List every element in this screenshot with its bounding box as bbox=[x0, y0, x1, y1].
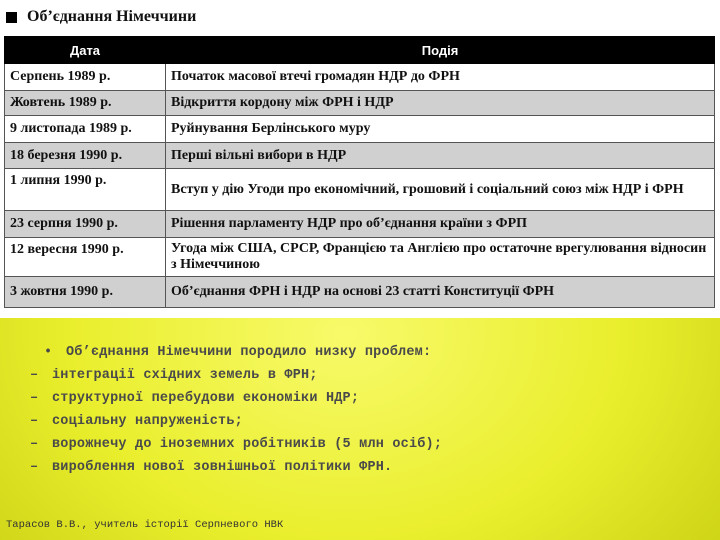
list-item-text: вироблення нової зовнішньої політики ФРН. bbox=[52, 460, 393, 475]
event-cell: Руйнування Берлінського муру bbox=[166, 116, 715, 143]
bullet-marker: • bbox=[44, 345, 53, 360]
date-cell: 3 жовтня 1990 р. bbox=[5, 277, 166, 308]
event-cell: Відкриття кордону між ФРН і НДР bbox=[166, 91, 715, 116]
date-cell: 9 листопада 1989 р. bbox=[5, 116, 166, 143]
problems-list bbox=[30, 341, 704, 479]
event-cell: Угода між США, СРСР, Францією та Англією про остаточне врегулювання відносин з Німеччиною bbox=[166, 238, 715, 277]
event-cell: Початок масової втечі громадян НДР до ФРН bbox=[166, 64, 715, 91]
dash-marker: – bbox=[30, 391, 39, 406]
table-row bbox=[5, 64, 715, 91]
table-row bbox=[5, 211, 715, 238]
date-column-header: Дата bbox=[5, 37, 166, 64]
list-item bbox=[30, 410, 704, 433]
list-item-text: ворожнечу до іноземних робітників (5 млн осіб); bbox=[52, 437, 443, 452]
table-row bbox=[5, 169, 715, 211]
dash-marker: – bbox=[30, 368, 39, 383]
list-item bbox=[30, 433, 704, 456]
dash-marker: – bbox=[30, 437, 39, 452]
events-table bbox=[4, 36, 715, 308]
dash-marker: – bbox=[30, 460, 39, 475]
date-cell: 18 березня 1990 р. bbox=[5, 143, 166, 169]
table-row bbox=[5, 277, 715, 308]
list-item-text: соціальну напруженість; bbox=[52, 414, 243, 429]
date-cell: 12 вересня 1990 р. bbox=[5, 238, 166, 277]
author-footer: Тарасов В.В., учитель історії Серпневого НВК bbox=[6, 519, 284, 531]
list-intro-text: Об’єднання Німеччини породило низку проблем: bbox=[66, 345, 432, 360]
list-item bbox=[30, 364, 704, 387]
date-cell: 1 липня 1990 р. bbox=[5, 169, 166, 211]
date-cell: 23 серпня 1990 р. bbox=[5, 211, 166, 238]
list-item bbox=[30, 387, 704, 410]
slide-title: Об’єднання Німеччини bbox=[27, 8, 197, 25]
list-item bbox=[30, 456, 704, 479]
table-row bbox=[5, 238, 715, 277]
list-item-text: інтеграції східних земель в ФРН; bbox=[52, 368, 318, 383]
table-row bbox=[5, 143, 715, 169]
list-intro bbox=[44, 341, 704, 364]
list-item-text: структурної перебудови економіки НДР; bbox=[52, 391, 360, 406]
event-cell: Об’єднання ФРН і НДР на основі 23 статті Конституції ФРН bbox=[166, 277, 715, 308]
event-cell: Перші вільні вибори в НДР bbox=[166, 143, 715, 169]
table-row bbox=[5, 116, 715, 143]
square-bullet-icon bbox=[6, 12, 17, 23]
date-cell: Жовтень 1989 р. bbox=[5, 91, 166, 116]
date-cell: Серпень 1989 р. bbox=[5, 64, 166, 91]
event-cell: Вступ у дію Угоди про економічний, грошовий і соціальний союз між НДР і ФРН bbox=[166, 169, 715, 211]
table-row bbox=[5, 91, 715, 116]
dash-marker: – bbox=[30, 414, 39, 429]
event-column-header: Подія bbox=[166, 37, 715, 64]
event-cell: Рішення парламенту НДР про об’єднання країни з ФРП bbox=[166, 211, 715, 238]
slide-title-row bbox=[6, 6, 196, 28]
